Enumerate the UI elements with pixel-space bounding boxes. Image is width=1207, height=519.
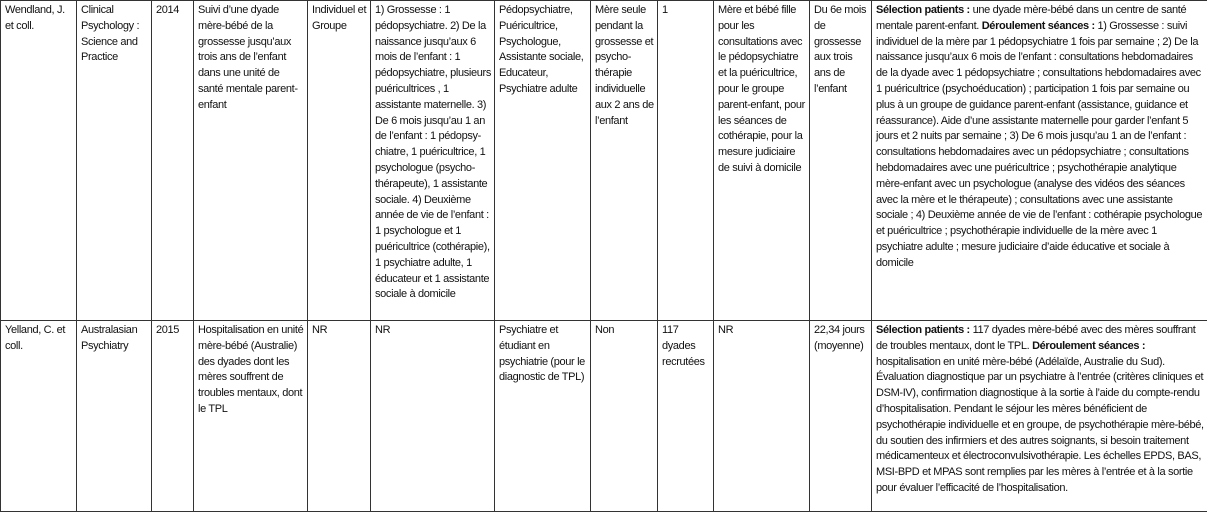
participants-cell: NR xyxy=(714,321,810,512)
year-cell: 2015 xyxy=(152,321,194,512)
authors-cell: Wendland, J. et coll. xyxy=(1,1,77,321)
summary-cell xyxy=(872,321,1207,512)
calendar-cell: 1) Grossesse : 1 pédopsychiatre. 2) De la naissance jusqu’aux 6 mois de l’enfant : 1 pédopsychiatre, plusieurs puéricultrices , 1 assistante maternelle. 3) De 6 mois jusqu’au 1 an de l’enfant : 1 pédopsy-chiatre, 1 puéricultrice, 1 psychologue (psycho-thérapeute), 1 assistante sociale. 4) Deuxième année de vie de l’enfant : 1 psychologue et 1 puéricultrice (cothérapie), 1 psychiatre adulte, 1 éducateur et 1 assistante sociale à domicile xyxy=(371,1,495,321)
summary-text-selection: 117 dyades mère-bébé avec des mères souffrant de troubles mentaux, dont le TPL. xyxy=(876,324,1196,352)
professionals-cell: Psychiatre et étudiant en psychiatrie (pour le diagnostic de TPL) xyxy=(495,321,591,512)
summary-cell xyxy=(872,1,1207,321)
specific-cell: Non xyxy=(591,321,658,512)
summary-label-selection: Sélection patients : xyxy=(876,4,970,16)
calendar-cell: NR xyxy=(371,321,495,512)
table-row xyxy=(1,1,1207,321)
table-row xyxy=(1,321,1207,512)
journal-cell: Clinical Psychology : Science and Practice xyxy=(77,1,152,321)
specific-cell: Mère seule pendant la grossesse et psycho-thérapie individuelle aux 2 ans de l’enfant xyxy=(591,1,658,321)
summary-text-sessions: 1) Grossesse : suivi individuel de la mère par 1 pédopsychiatre 1 fois par semaine ; 2) De la naissance jusqu’aux 6 mois de l’enfant : consultations hebdomadaires de la dyade avec 1 pédopsychiatre ; consultations hebdomadaires avec 1 puéricultrice (psychoéducation) ; participation 1 fois par semaine ou plus à un groupe de guidance parent-enfant (assistance, guidance et réassurance). Aide d’une assistante maternelle pour garder l’enfant 5 jours et 2 nuits par semaine ; 3) De 6 mois jusqu’au 1 an de l’enfant : consultations hebdomadaires avec un pédopsychiatre ; consultations hebdomadaires avec une puéricultrice ; psychothérapie analytique mère-enfant avec un psychologue (analyse des vidéos des séances avec la mère et le thérapeute) ; consultations avec une assistante sociale ; 4) Deuxième année de vie de l’enfant : cothérapie psychologue et puéricultrice ; psychothérapie individuelle de la mère avec 1 psychiatre adulte ; mesure judiciaire d’aide éducative et sociale à domicile xyxy=(876,19,1203,269)
sample-size-cell: 1 xyxy=(658,1,714,321)
summary-label-sessions: Déroulement séances : xyxy=(1032,339,1146,352)
summary-label-sessions: Déroulement séances : xyxy=(981,19,1095,32)
format-cell: Individuel et Groupe xyxy=(308,1,371,321)
professionals-cell: Pédopsychiatre, Puéricultrice, Psychologue, Assistante sociale, Educateur, Psychiatre adulte xyxy=(495,1,591,321)
participants-cell: Mère et bébé fille pour les consultations avec le pédopsychiatre et la puéricultrice, pour le groupe parent-enfant, pour les séances de cothérapie, pour la mesure judiciaire de suivi à domicile xyxy=(714,1,810,321)
year-cell: 2014 xyxy=(152,1,194,321)
description-cell: Suivi d’une dyade mère-bébé de la grossesse jusqu’aux trois ans de l’enfant dans une unité de santé mentale parent-enfant xyxy=(194,1,308,321)
description-cell: Hospitalisation en unité mère-bébé (Australie) des dyades dont les mères souffrent de troubles mentaux, dont le TPL xyxy=(194,321,308,512)
journal-cell: Australasian Psychiatry xyxy=(77,321,152,512)
duration-cell: 22,34 jours (moyenne) xyxy=(810,321,872,512)
summary-text-selection: une dyade mère-bébé dans un centre de santé mentale parent-enfant. xyxy=(876,4,1187,32)
summary-text-sessions: hospitalisation en unité mère-bébé (Adélaïde, Australie du Sud). Évaluation diagnostique par un psychiatre à l’entrée (critères cliniques et DSM-IV), confirmation diagnostique à la sortie à l’aide du compte-rendu d’hospitalisation. Pendant le séjour les mères bénéficient de psychothérapie individuelle et en groupe, de psychothérapie mère-bébé, du soutien des infirmiers et des autres soignants, si besoin traitement médicamenteux et électroconvulsivothérapie. Les échelles EPDS, BAS, MSI-BPD et MPAS sont remplies par les mères à l’entrée et à la sortie pour évaluer l’efficacité de l’hospitalisation. xyxy=(876,355,1204,494)
duration-cell: Du 6e mois de grossesse aux trois ans de l’enfant xyxy=(810,1,872,321)
summary-label-selection: Sélection patients : xyxy=(876,324,970,336)
sample-size-cell: 117 dyades recrutées xyxy=(658,321,714,512)
authors-cell: Yelland, C. et coll. xyxy=(1,321,77,512)
format-cell: NR xyxy=(308,321,371,512)
